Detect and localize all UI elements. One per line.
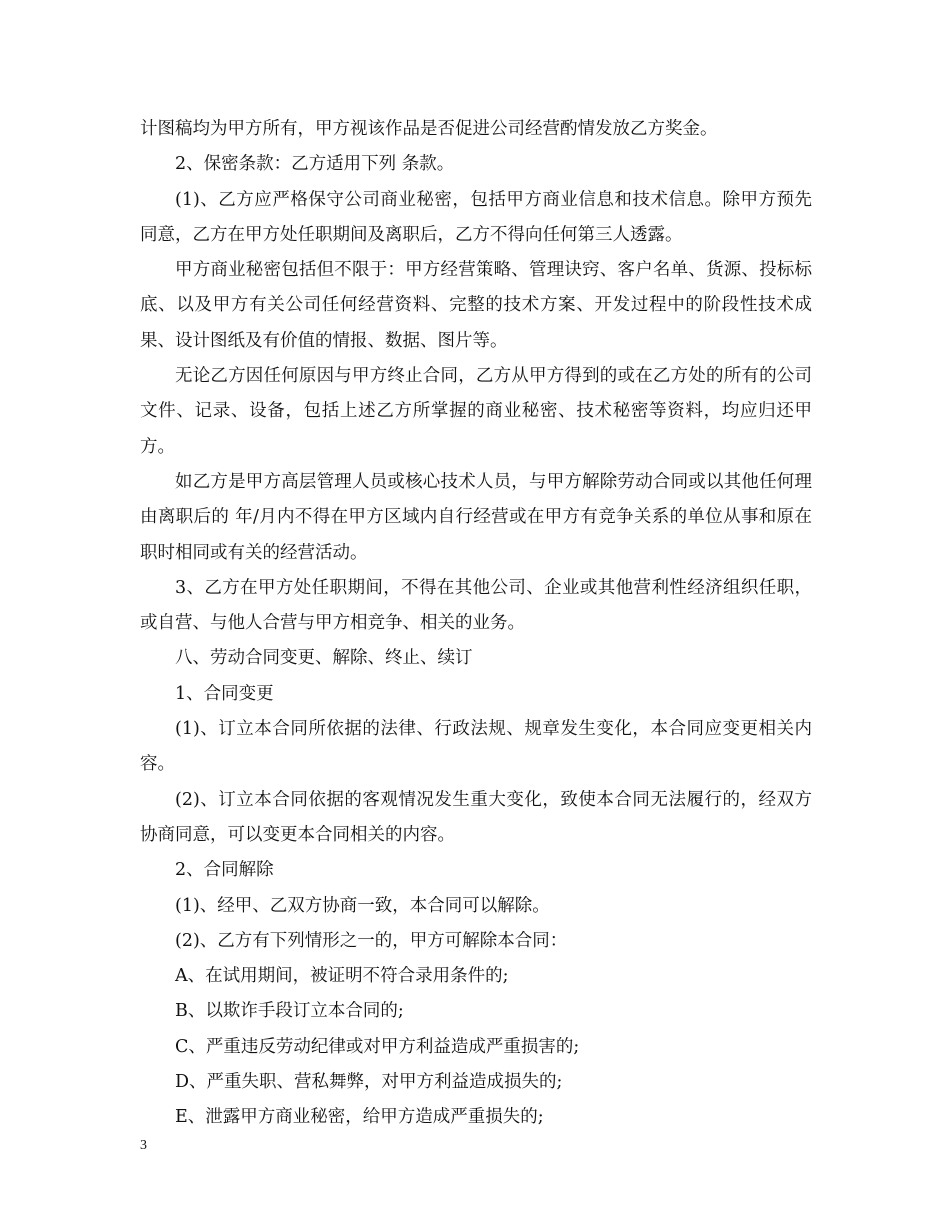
list-item: B、以欺诈手段订立本合同的; <box>175 1001 404 1022</box>
page-number: 3 <box>140 1138 147 1153</box>
list-item: C、严重违反劳动纪律或对甲方利益造成严重损害的; <box>175 1036 580 1057</box>
subsection-heading: 1、合同变更 <box>175 683 274 704</box>
subsection-heading: 2、合同解除 <box>175 860 274 881</box>
paragraph: (1)、订立本合同所依据的法律、行政法规、规章发生变化，本合同应变更相关内容。 <box>140 719 812 775</box>
paragraph: (2)、订立本合同依据的客观情况发生重大变化，致使本合同无法履行的，经双方协商同意，可以变更本合同相关的内容。 <box>140 789 812 845</box>
paragraph: 计图稿均为甲方所有，甲方视该作品是否促进公司经营酌情发放乙方奖金。 <box>140 119 718 139</box>
paragraph: 3、乙方在甲方处任职期间，不得在其他公司、企业或其他营利性经济组织任职，或自营、与他人合营与甲方相竞争、相关的业务。 <box>140 577 812 634</box>
paragraph: 甲方商业秘密包括但不限于：甲方经营策略、管理诀窍、客户名单、货源、投标标底、以及甲方有关公司任何经营资料、完整的技术方案、开发过程中的阶段性技术成果、设计图纸及有价值的情报、数据、图片等。 <box>140 260 812 351</box>
paragraph: 2、保密条款：乙方适用下列 条款。 <box>175 154 455 175</box>
paragraph: 无论乙方因任何原因与甲方终止合同，乙方从甲方得到的或在乙方处的所有的公司文件、记录、设备，包括上述乙方所掌握的商业秘密、技术秘密等资料，均应归还甲方。 <box>140 366 812 457</box>
paragraph: (2)、乙方有下列情形之一的，甲方可解除本合同： <box>175 930 568 951</box>
paragraph: (1)、乙方应严格保守公司商业秘密，包括甲方商业信息和技术信息。除甲方预先同意，乙方在甲方处任职期间及离职后，乙方不得向任何第三人透露。 <box>140 189 812 245</box>
paragraph: (1)、经甲、乙双方协商一致，本合同可以解除。 <box>175 895 550 916</box>
list-item: D、严重失职、营私舞弊，对甲方利益造成损失的; <box>175 1072 563 1093</box>
paragraph: 如乙方是甲方高层管理人员或核心技术人员，与甲方解除劳动合同或以其他任何理由离职后的 年/月内不得在甲方区域内自行经营或在甲方有竞争关系的单位从事和原在职时相同或有关的经营活动。 <box>140 471 812 563</box>
list-item: E、泄露甲方商业秘密，给甲方造成严重损失的; <box>175 1107 544 1128</box>
section-heading: 八、劳动合同变更、解除、终止、续订 <box>175 648 473 669</box>
document-body <box>140 112 812 1136</box>
list-item: A、在试用期间，被证明不符合录用条件的; <box>175 966 509 987</box>
